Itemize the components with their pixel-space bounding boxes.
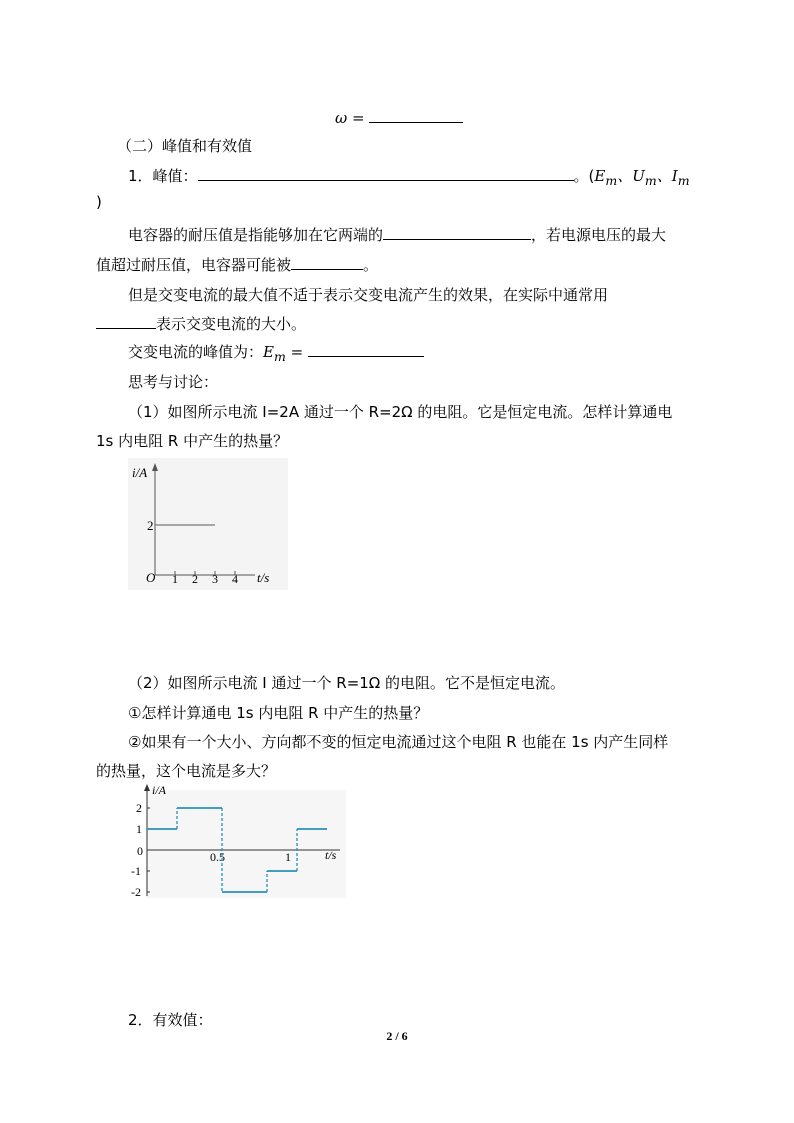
- effective-line-2: [96, 313, 306, 334]
- chart1-ylabel: i/A: [132, 465, 148, 480]
- question-2-line-2: ①怎样计算通电 1s 内电阻 R 中产生的热量？: [128, 704, 429, 722]
- chart1-xtick-2: 2: [192, 572, 198, 586]
- page-number: 2 / 6: [386, 1029, 408, 1043]
- peak-label: 1．峰值：: [128, 167, 198, 185]
- capacitor-text-c: 值超过耐压值，电容器可能被: [96, 256, 292, 274]
- chart2-xtick-1: 1: [285, 850, 291, 864]
- omega-equation: ω =: [335, 109, 365, 127]
- question-1-line-1: （1）如图所示电流 I=2A 通过一个 R=2Ω 的电阻。它是恒定电流。怎样计算通电: [128, 403, 673, 421]
- chart1-xtick-1: 1: [172, 572, 178, 586]
- effective-blank[interactable]: [96, 314, 156, 329]
- peak-suffix: 。(: [573, 167, 595, 185]
- chart1-origin: O: [146, 570, 156, 585]
- discuss-title: 思考与讨论：: [128, 373, 219, 391]
- capacitor-text-d: 。: [363, 256, 379, 274]
- chart2-ytick--1: -1: [131, 864, 141, 878]
- chart2-xlabel: t/s: [325, 848, 337, 862]
- omega-blank[interactable]: [369, 108, 463, 123]
- chart-alternating-current: [118, 782, 348, 902]
- peak-symbols: $E_m$、$U_m$、$I_m$: [594, 167, 690, 188]
- question-2-line-1: （2）如图所示电流 I 通过一个 R=1Ω 的电阻。它不是恒定电流。: [128, 674, 566, 692]
- effective-text: 表示交变电流的大小。: [156, 315, 307, 333]
- chart1-xtick-3: 3: [212, 572, 218, 586]
- question-2-line-4: 的热量，这个电流是多大？: [96, 762, 277, 780]
- chart1-ytick-2: 2: [147, 518, 154, 533]
- chart2-background: [146, 790, 346, 898]
- chart2-ytick--2: -2: [131, 885, 141, 899]
- capacitor-text-a: 电容器的耐压值是指能够加在它两端的: [128, 226, 384, 244]
- peak-formula-label: 交变电流的峰值为：: [128, 343, 264, 361]
- omega-line: [335, 108, 463, 127]
- chart2-y-arrow: [144, 784, 150, 791]
- peak-line: [128, 165, 690, 188]
- capacitor-line-1: [128, 224, 666, 245]
- chart2-ytick-1: 1: [136, 822, 142, 836]
- chart2-xtick-0.5: 0.5: [210, 850, 225, 864]
- peak-formula-blank[interactable]: [308, 342, 424, 357]
- peak-close: ): [96, 193, 102, 211]
- chart1-xlabel: t/s: [257, 570, 270, 585]
- peak-formula-line: [128, 341, 424, 364]
- chart2-ylabel: i/A: [152, 783, 166, 797]
- capacitor-line-2: [96, 254, 378, 275]
- chart2-ytick-2: 2: [136, 801, 142, 815]
- section-title: （二）峰值和有效值: [117, 137, 253, 155]
- section-2-title: 2．有效值：: [128, 1011, 213, 1029]
- question-2-line-3: ②如果有一个大小、方向都不变的恒定电流通过这个电阻 R 也能在 1s 内产生同样: [128, 733, 669, 751]
- peak-formula-expr: $E_m$ =: [263, 343, 304, 364]
- peak-blank[interactable]: [198, 166, 574, 181]
- effective-line-1: 但是交变电流的最大值不适于表示交变电流产生的效果，在实际中通常用: [128, 286, 609, 304]
- withstand-blank[interactable]: [383, 225, 531, 240]
- chart-constant-current: [128, 458, 288, 590]
- capacitor-text-b: ，若电源电压的最大: [531, 226, 667, 244]
- breakdown-blank[interactable]: [291, 255, 363, 270]
- chart2-origin: 0: [137, 844, 143, 858]
- question-1-line-2: 1s 内电阻 R 中产生的热量？: [96, 432, 289, 450]
- chart1-xtick-4: 4: [232, 572, 238, 586]
